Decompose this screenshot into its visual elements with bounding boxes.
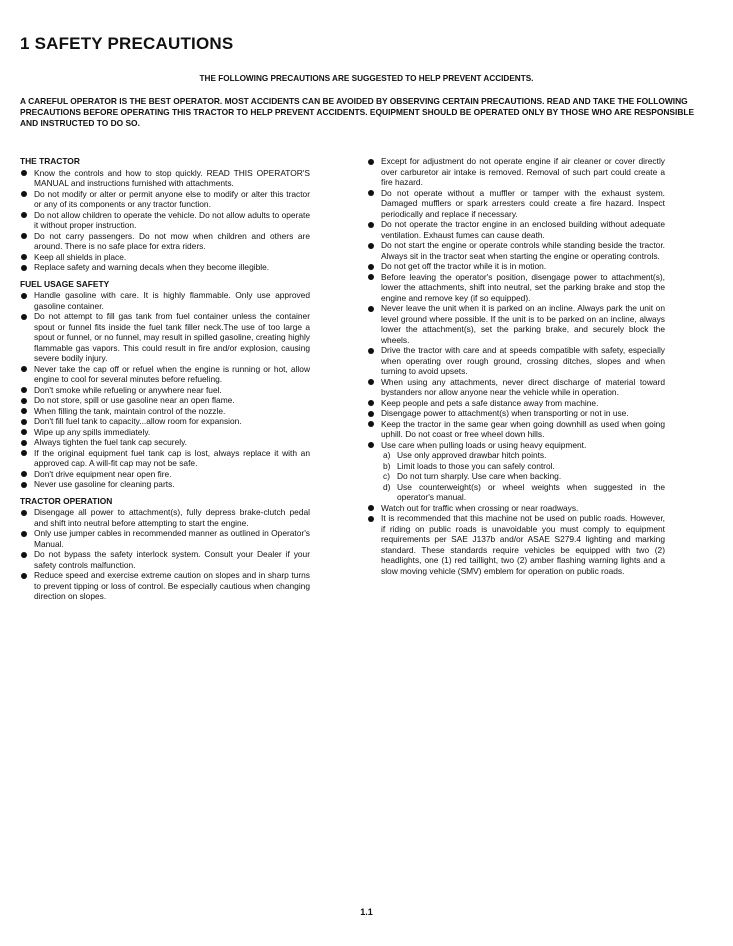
bullet-list — [367, 503, 665, 577]
sub-list — [381, 450, 665, 503]
section-the-tractor — [20, 156, 310, 273]
list-item: Watch out for traffic when crossing or near roadways. — [367, 503, 665, 514]
sub-list-item — [383, 482, 665, 503]
sub-list-letter: d) — [383, 481, 391, 492]
list-item: Do not operate the tractor engine in an enclosed building without adequate ventilation. Exhaust fumes can cause death. — [367, 219, 665, 240]
list-item: Never leave the unit when it is parked on an incline. Always park the unit on level ground where possible. If the unit is to be parked on an incline, always lower the attachment(s), set the parking brake, and securely block the wheels. — [367, 303, 665, 345]
section-tractor-operation — [20, 496, 310, 602]
sub-list-text: Limit loads to those you can safely control. — [397, 460, 555, 471]
list-item: Disengage all power to attachment(s), fully depress brake-clutch pedal and shift into neutral before attempting to start the engine. — [20, 507, 310, 528]
list-item-text: Use care when pulling loads or using heavy equipment. — [381, 439, 587, 450]
section-heading: FUEL USAGE SAFETY — [20, 278, 110, 289]
section-heading: THE TRACTOR — [20, 156, 80, 166]
bullet-list — [20, 168, 310, 273]
list-item: Drive the tractor with care and at speeds compatible with safety, especially when operating over rough ground, crossing ditches, slopes and when turning to avoid upsets. — [367, 345, 665, 377]
list-item: Never use gasoline for cleaning parts. — [20, 479, 310, 490]
list-item: Only use jumper cables in recommended manner as outlined in Operator's Manual. — [20, 528, 310, 549]
left-column — [20, 156, 310, 608]
intro-paragraph: A CAREFUL OPERATOR IS THE BEST OPERATOR. MOST ACCIDENTS CAN BE AVOIDED BY OBSERVING CERTAIN PRECAUTIONS. READ AND TAKE THE FOLLOWING PRECAUTIONS BEFORE OPERATING THIS TRACTOR TO HELP PREVENT ACCIDENTS. EQUIPMENT SHOULD BE OPERATED ONLY BY THOSE WHO ARE RESPONSIBLE AND INSTRUCTED TO DO SO. — [20, 96, 695, 128]
sub-list-letter: c) — [383, 471, 390, 481]
list-item: It is recommended that this machine not be used on public roads. However, if riding on public roads is unavoidable you must comply to equipment requirements per SAE J137b and/or ASAE S279.4 lighting and marking standard. These standards require vehicles be equipped with two (2) headlights, one (1) red taillight, two (2) amber flashing warning lights and a slow moving vehicle (SMV) emblem for operation on public roads. — [367, 513, 665, 576]
list-item: Do not attempt to fill gas tank from fuel container unless the container spout or funnel fits inside the fuel tank filler neck.The use of too large a spout or funnel, or no funnel, may result in spilled gasoline, creating highly flammable gas vapors. This could result in fire and/or explosion, causing severe bodily injury. — [20, 311, 310, 364]
list-item: Do not store, spill or use gasoline near an open flame. — [20, 395, 310, 406]
list-item: Do not operate without a muffler or tamper with the exhaust system. Damaged mufflers or spark arresters could create a fire hazard. Inspect periodically and replace if necessary. — [367, 188, 665, 220]
page-title: 1 SAFETY PRECAUTIONS — [20, 34, 234, 53]
list-item: Do not bypass the safety interlock system. Consult your Dealer if your safety controls malfunction. — [20, 549, 310, 570]
sub-list-item — [383, 450, 665, 461]
sub-list-item — [383, 461, 665, 472]
list-item: When filling the tank, maintain control of the nozzle. — [20, 406, 310, 417]
list-item: Handle gasoline with care. It is highly flammable. Only use approved gasoline container. — [20, 290, 310, 311]
list-item: Don't drive equipment near open fire. — [20, 469, 310, 480]
list-item: Do not allow children to operate the vehicle. Do not allow adults to operate it without proper instruction. — [20, 210, 310, 231]
bullet-list-loads — [367, 440, 665, 503]
sub-list-item — [383, 471, 665, 482]
list-item: Do not get off the tractor while it is in motion. — [367, 261, 665, 272]
bullet-list — [367, 156, 665, 440]
bullet-list — [20, 290, 310, 490]
list-item: Replace safety and warning decals when they become illegible. — [20, 262, 310, 273]
section-heading: TRACTOR OPERATION — [20, 495, 113, 506]
list-item: If the original equipment fuel tank cap is lost, always replace it with an approved cap. A will-fit cap may not be safe. — [20, 448, 310, 469]
subtitle: THE FOLLOWING PRECAUTIONS ARE SUGGESTED TO HELP PREVENT ACCIDENTS. — [199, 74, 534, 83]
bullet-list — [20, 507, 310, 602]
list-item: Know the controls and how to stop quickly. READ THIS OPERATOR'S MANUAL and instructions furnished with attachments. — [20, 168, 310, 189]
list-item: Do not modify or alter or permit anyone else to modify or alter this tractor or any of its components or any tractor function. — [20, 189, 310, 210]
list-item: Don't smoke while refueling or anywhere near fuel. — [20, 385, 310, 396]
sub-list-text: Use counterweight(s) or wheel weights when suggested in the operator's manual. — [397, 481, 665, 502]
list-item: Always tighten the fuel tank cap securely. — [20, 437, 310, 448]
list-item: Disengage power to attachment(s) when transporting or not in use. — [367, 408, 665, 419]
list-item: When using any attachments, never direct discharge of material toward bystanders nor allow anyone near the vehicle while in operation. — [367, 377, 665, 398]
sub-list-text: Do not turn sharply. Use care when backing. — [397, 471, 562, 481]
list-item: Keep all shields in place. — [20, 252, 310, 263]
list-item — [367, 440, 665, 503]
right-column — [367, 156, 665, 576]
list-item: Before leaving the operator's position, disengage power to attachment(s), lower the attachments, shift into neutral, set the parking brake and stop the engine and remove key (if so equipped). — [367, 272, 665, 304]
list-item: Do not carry passengers. Do not mow when children and others are around. There is no safe place for extra riders. — [20, 231, 310, 252]
page-number: 1.1 — [360, 907, 373, 917]
list-item: Except for adjustment do not operate engine if air cleaner or cover directly over carburetor air intake is removed. Removal of such part could create a fire hazard. — [367, 156, 665, 188]
sub-list-letter: a) — [383, 450, 391, 460]
list-item: Wipe up any spills immediately. — [20, 427, 310, 438]
list-item: Never take the cap off or refuel when the engine is running or hot, allow engine to cool for several minutes before refueling. — [20, 364, 310, 385]
list-item: Reduce speed and exercise extreme caution on slopes and in sharp turns to prevent tipping or loss of control. Be especially cautious when changing direction on slopes. — [20, 570, 310, 602]
list-item: Do not start the engine or operate controls while standing beside the tractor. Always sit in the tractor seat when starting the engine or operating controls. — [367, 240, 665, 261]
sub-list-letter: b) — [383, 460, 391, 471]
list-item: Don't fill fuel tank to capacity...allow room for expansion. — [20, 416, 310, 427]
list-item: Keep people and pets a safe distance away from machine. — [367, 398, 665, 409]
list-item: Keep the tractor in the same gear when going downhill as used when going uphill. Do not coast or free wheel down hills. — [367, 419, 665, 440]
section-fuel-usage-safety — [20, 279, 310, 490]
sub-list-text: Use only approved drawbar hitch points. — [397, 450, 547, 460]
